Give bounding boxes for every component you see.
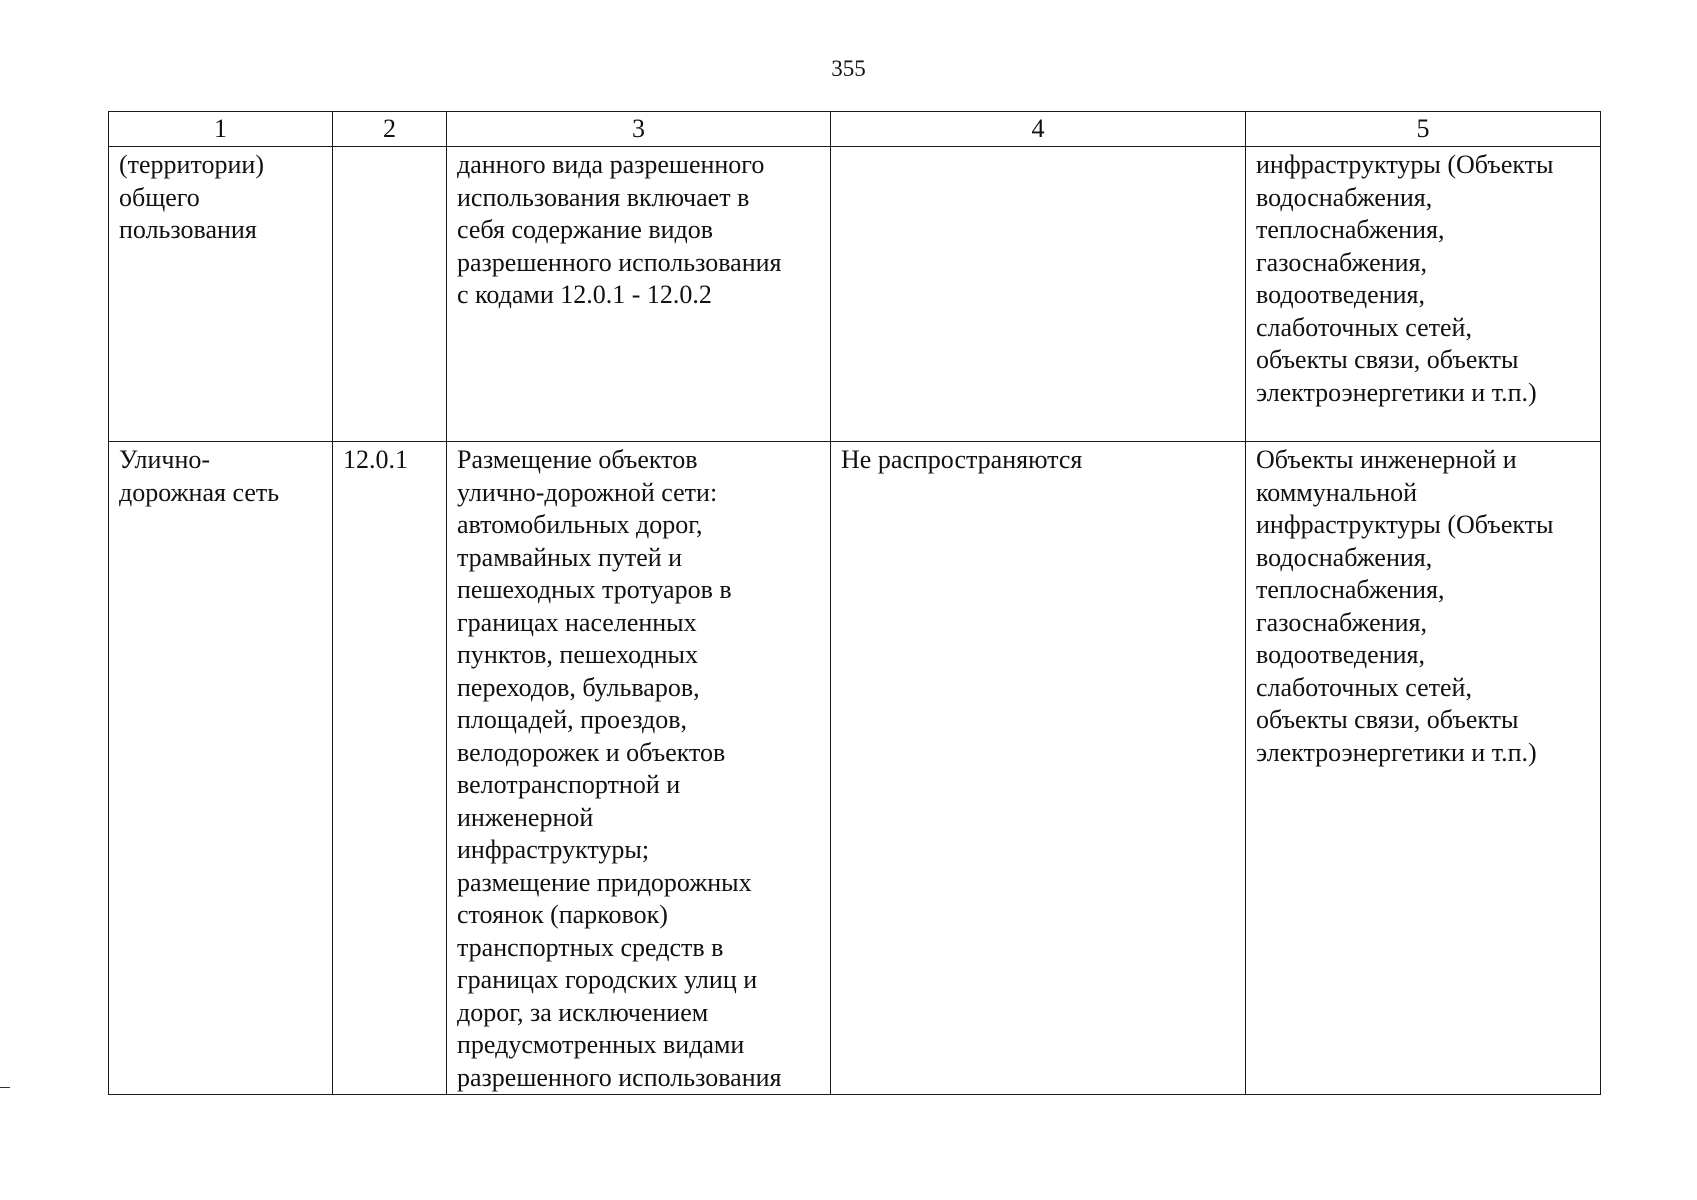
cell-auxiliary-uses — [1246, 442, 1601, 1095]
cell-text: 12.0.1 — [343, 445, 408, 474]
cell-text: данного вида разрешенного использования включает в себя содержание видов разрешенного использования с кодами 12.0.1 - 12.0.2 — [457, 150, 782, 309]
scan-edge-mark — [0, 1087, 10, 1088]
cell-text: Размещение объектов улично-дорожной сети: автомобильных дорог, трамвайных путей и пешеходных тротуаров в границах населенных пунктов, пешеходных переходов, бульваров, площадей, проездов, велодорожек и объектов велотранспортной и инженерной инфраструктуры; размещение придорожных стоянок (парковок) транспортных средств в границах городских улиц и дорог, за исключением предусмотренных видами разрешенного использования — [457, 445, 782, 1092]
cell-parameters — [831, 147, 1246, 442]
cell-auxiliary-uses — [1246, 147, 1601, 442]
cell-description — [447, 147, 831, 442]
cell-text: Объекты инженерной и коммунальной инфраструктуры (Объекты водоснабжения, теплоснабжения, газоснабжения, водоотведения, слаботочных сетей, объекты связи, объекты электроэнергетики и т.п.) — [1256, 445, 1554, 767]
header-col-3: 3 — [447, 112, 831, 147]
page-number: 355 — [831, 56, 866, 81]
cell-parameters — [831, 442, 1246, 1095]
cell-code — [333, 442, 447, 1095]
header-col-4: 4 — [831, 112, 1246, 147]
cell-land-use-name — [109, 442, 333, 1095]
cell-land-use-name — [109, 147, 333, 442]
header-col-5: 5 — [1246, 112, 1601, 147]
cell-code — [333, 147, 447, 442]
table-row — [109, 147, 1601, 442]
header-col-1: 1 — [109, 112, 333, 147]
table-row — [109, 442, 1601, 1095]
cell-text: Улично- дорожная сеть — [119, 445, 280, 507]
table-header-row — [109, 112, 1601, 147]
header-col-2: 2 — [333, 112, 447, 147]
regulations-table — [108, 111, 1601, 1095]
cell-text: Не распространяются — [841, 445, 1083, 474]
cell-text: инфраструктуры (Объекты водоснабжения, теплоснабжения, газоснабжения, водоотведения, слаботочных сетей, объекты связи, объекты электроэнергетики и т.п.) — [1256, 150, 1554, 407]
cell-text: (территории) общего пользования — [119, 150, 264, 244]
cell-description — [447, 442, 831, 1095]
